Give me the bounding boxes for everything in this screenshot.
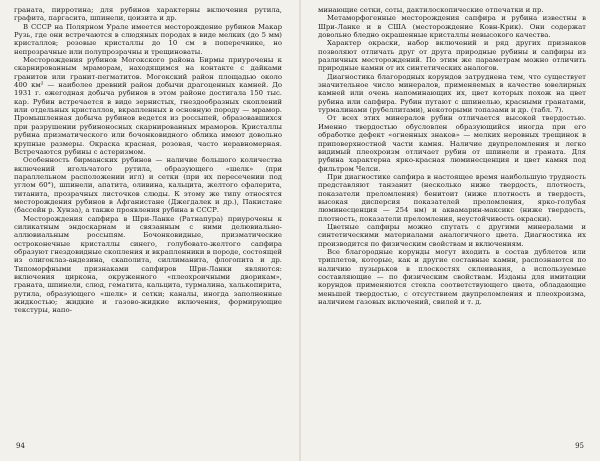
paragraph: граната, пирротина; для рубинов характерны включения рутила, графита, паргасита, шпинели, цоизита и др. bbox=[14, 6, 282, 23]
paragraph: минающие сетки, соты, дактилоскопические отпечатки и пр. bbox=[318, 6, 544, 14]
paragraph: Особенность бирманских рубинов — наличие большого количества включений игольчатого рутила, образующего «шелк» (при параллельном расположении игл) и сетки (при их пересечении под углом 60°), шпинели, апатита, оливина, кальцита, желтого сфалерита, титанита, прозрачных листочков слюды. К этому же типу относятся месторождения рубинов в Афганистане (Джегдалек и др.), Пакистане (бассейн р. Хунза), а также проявления рубина в СССР. bbox=[14, 156, 282, 215]
paragraph: Все благородные корунды могут входить в состав дублетов или триплетов, которые, как и другие составные камни, распознаются по наличию пузырьков в плоскостях склеивания, а используемые составляющие — по физическим свойствам. Изданы для имитации корундов применяются стекла соответствующего цвета, обладающие меньшей твердостью, с отсутствием двупреломления и плеохроизма, наличием газовых включений, свилей и т. д. bbox=[318, 247, 586, 307]
left-page-body bbox=[14, 6, 282, 438]
page-number: 95 bbox=[575, 442, 584, 450]
paragraph: Характер окраски, набор включений и ряд других признаков позволяют отличать друг от друга природные рубины и сапфиры из различных месторождений. По этим же параметрам можно отличить природные камни от их синтетических аналогов. bbox=[318, 39, 586, 73]
right-page bbox=[318, 6, 586, 452]
paragraph: От всех этих минералов рубин отличается высокой твердостью. Именно твердостью обусловлен образующийся иногда при его обработке дефект «огненных знаков» — мелких неровных трещинок в приповерхностной части камня. Наличие двупреломления и легко видимый плеохроизм отличает рубин от шпинели и граната. Для рубина характерна ярко-красная люминесценция и цвет камня под фильтром Челси. bbox=[318, 114, 586, 173]
paragraph: Месторождения рубинов Могокского района Бирмы приурочены к скарнированным мраморам, находящимся на контакте с дайками гранитов или гранит-пегматитов. Могокский район площадью около 400 км² — наиболее древний район добычи драгоценных камней. До 1931 г. ежегодная добыча рубинов в этом районе достигала 150 тыс. кар. Рубин встречается в виде зернистых, гнездообразных скоплений или отдельных кристаллов, вкрапленных в основную породу — мрамор. Промышленная добыча рубинов ведется из россыпей, образовавшихся при разрушении рубиноносных скарнированных мраморов. Кристаллы рубина призматического или бочонковидного облика имеют довольно крупные размеры. Окраска красная, розовая, часто неравномерная. Встречаются рубины с астеризмом. bbox=[14, 56, 282, 156]
paragraph: Метаморфогенные месторождения сапфира и рубина известны в Шри-Ланке и в США (месторождение Ковн-Крик). Они содержат довольно бледно окрашенные кристаллы невысокого качества. bbox=[318, 14, 586, 40]
right-page-body bbox=[318, 6, 586, 438]
paragraph: Месторождения сапфира в Шри-Ланке (Ратнапура) приурочены к силикатным эндоскарнам и связанным с ними делювиально-аллювиальным россыпям. Бочонковидные, призматические остроконечные кристаллы синего, голубовато-желтого сапфира образуют гнездовидные скопления и вкрапленники в породе, состоящей из олигоклаз-андезина, скаполита, силлиманита, флогопита и др. Типоморфными признаками сапфиров Шри-Ланки являются: включения циркона, окруженного «плеохроичными дворикам», граната, шпинели, слюд, гематита, кальцита, турмалина, халькопирита, рутила, образующего «шелк» и сетки; каналы, иногда заполненные жидкостью; жидкие и газово-жидкие включения, формирующие текстуры, напо- bbox=[14, 214, 282, 315]
paragraph: Цветные сапфиры можно спутать с другими минералами и синтетическими материалами аналогичного цвета. Диагностика их производится по физическим свойствам и включениям. bbox=[318, 222, 586, 248]
paragraph: При диагностике сапфира в настоящее время наибольшую трудность представляют танзанит (несколько ниже твердость, плотность, показатели преломления) бенитоит (ниже плотность и твердость, высокая дисперсия показателей преломления, ярко-голубая люминесценция — 254 нм) и аквамарин-максикс (ниже твердость, плотность, показатели преломления, неустойчивость окраски). bbox=[318, 172, 586, 223]
left-page bbox=[14, 6, 282, 452]
paragraph: Диагностика благородных корундов затруднена тем, что существует значительное число минералов, применяемых в качестве ювелирных камней или очень напоминающих их, цвет которых похож на цвет рубина или сапфира. Рубин путают с шпинелью, красными гранатами, турмалинами (рубеллитами), некоторыми топазами и др. (табл. 7). bbox=[318, 72, 586, 115]
page-number: 94 bbox=[16, 442, 25, 450]
book-gutter bbox=[299, 0, 301, 461]
paragraph: В СССР на Полярном Урале имеется месторождение рубинов Макар Рузь, где они встречаются в слюдяных породах в виде мелких (до 5 мм) кристаллов; розовые кристаллы до 10 см в поперечнике, но непрозрачные или полупрозрачны и трещиноваты. bbox=[14, 22, 282, 56]
